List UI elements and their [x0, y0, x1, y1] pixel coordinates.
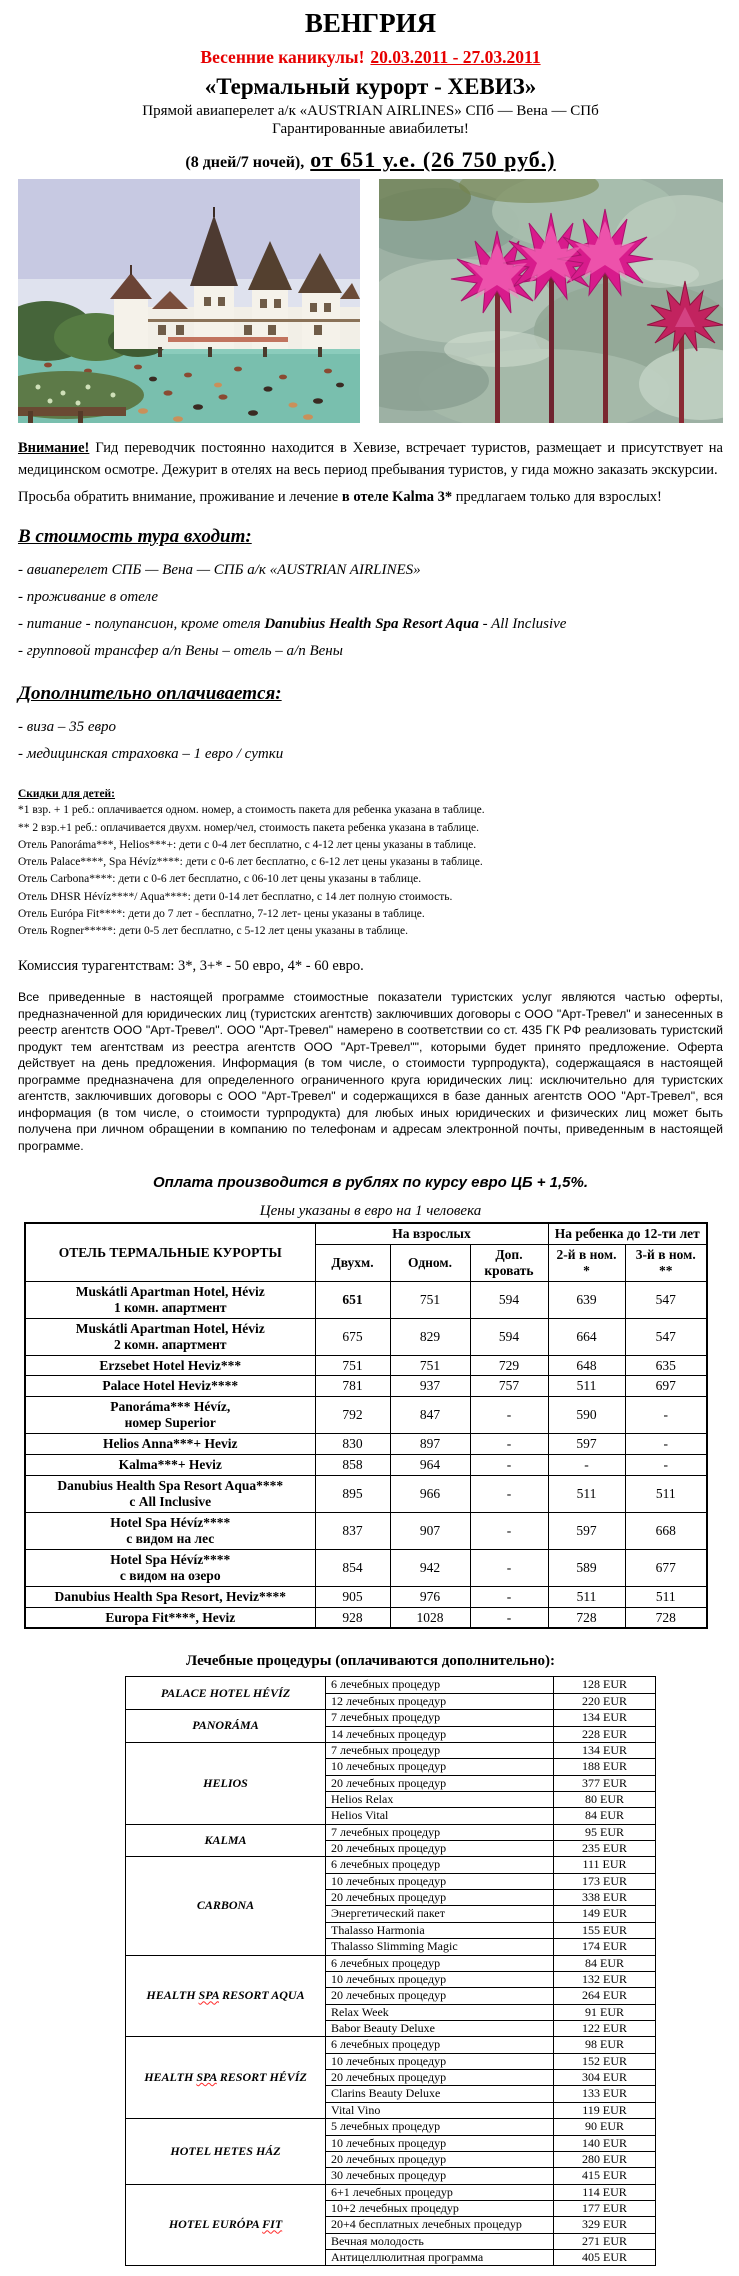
- procedure-price: 132 EUR: [554, 1971, 656, 1987]
- price-cell: 597: [548, 1512, 625, 1549]
- hotel-row: [25, 1318, 707, 1355]
- included-item-hotel: - проживание в отеле: [18, 589, 159, 606]
- discount-line: *1 взр. + 1 реб.: оплачивается одном. номер, а стоимость пакета для ребенка указана в таблице.: [18, 804, 485, 817]
- price-cell: 728: [625, 1607, 707, 1628]
- included-title: В стоимость тура входит:: [18, 526, 252, 548]
- procedure-price: 177 EUR: [554, 2200, 656, 2216]
- price-cell: 594: [470, 1318, 548, 1355]
- price-cell: 590: [548, 1397, 625, 1434]
- price-cell: -: [470, 1397, 548, 1434]
- price-cell: -: [470, 1434, 548, 1455]
- guaranteed-tickets: Гарантированные авиабилеты!: [272, 121, 469, 137]
- procedure-price: 119 EUR: [554, 2102, 656, 2118]
- price-cell: 897: [390, 1434, 470, 1455]
- procedure-price: 304 EUR: [554, 2070, 656, 2086]
- procedure-name: Thalasso Slimming Magic: [326, 1939, 554, 1955]
- discounts-title: Скидки для детей:: [18, 788, 115, 801]
- col-child-3rd: 3-й в ном. **: [625, 1245, 707, 1282]
- adults-group-header: На взрослых: [315, 1223, 548, 1244]
- discount-line: Отель Európa Fit****: дети до 7 лет - бесплатно, 7-12 лет- цены указаны в таблице.: [18, 907, 425, 920]
- procedure-name: 20 лечебных процедур: [326, 2070, 554, 2086]
- hotel-row: [25, 1355, 707, 1376]
- price-cell: -: [625, 1434, 707, 1455]
- price-cell: 668: [625, 1512, 707, 1549]
- price-cell: 594: [470, 1281, 548, 1318]
- hotel-column-header: ОТЕЛЬ ТЕРМАЛЬНЫЕ КУРОРТЫ: [25, 1223, 315, 1281]
- procedure-row: [126, 1955, 656, 1971]
- hotel-row: [25, 1476, 707, 1513]
- price-cell: 937: [390, 1376, 470, 1397]
- price-cell: 829: [390, 1318, 470, 1355]
- discount-line: ** 2 взр.+1 реб.: оплачивается двухм. номер/чел, стоимость пакета ребенка указана в таблице.: [18, 821, 479, 834]
- procedure-name: 10 лечебных процедур: [326, 1971, 554, 1987]
- attention-label: Внимание!: [18, 440, 90, 456]
- procedure-price: 264 EUR: [554, 1988, 656, 2004]
- col-extra-bed: Доп. кровать: [470, 1245, 548, 1282]
- procedure-price: 80 EUR: [554, 1791, 656, 1807]
- children-group-header: На ребенка до 12-ти лет: [548, 1223, 707, 1244]
- heviz-thermal-lake-photo: [18, 179, 360, 423]
- price-cell: 511: [625, 1586, 707, 1607]
- included-item-transfer: - групповой трансфер а/п Вены – отель – а/п Вены: [18, 643, 343, 660]
- hotel-row: [25, 1512, 707, 1549]
- procedures-title: Лечебные процедуры (оплачиваются дополнительно):: [186, 1653, 555, 1670]
- price-cell: 729: [470, 1355, 548, 1376]
- procedure-price: 405 EUR: [554, 2250, 656, 2266]
- procedure-hotel-name: HOTEL HETES HÁZ: [126, 2119, 326, 2184]
- procedure-row: [126, 1742, 656, 1758]
- price-cell: 966: [390, 1476, 470, 1513]
- procedure-name: 10+2 лечебных процедур: [326, 2200, 554, 2216]
- extra-item-insurance: - медицинская страховка – 1 евро / сутки: [18, 746, 284, 763]
- price-cell: -: [548, 1455, 625, 1476]
- price-cell: 589: [548, 1549, 625, 1586]
- procedure-name: 6 лечебных процедур: [326, 2037, 554, 2053]
- price-cell: 697: [625, 1376, 707, 1397]
- photo-strip: [18, 179, 723, 423]
- procedure-name: Thalasso Harmonia: [326, 1922, 554, 1938]
- price-cell: 639: [548, 1281, 625, 1318]
- procedure-price: 152 EUR: [554, 2053, 656, 2069]
- procedure-hotel-name: HEALTH SPA RESORT HÉVÍZ: [126, 2037, 326, 2119]
- price-cell: 511: [548, 1476, 625, 1513]
- country-title: ВЕНГРИЯ: [304, 8, 437, 38]
- price-cell: 751: [390, 1281, 470, 1318]
- procedure-price: 134 EUR: [554, 1710, 656, 1726]
- procedure-row: [126, 1710, 656, 1726]
- kalma-note-post: предлагаем только для взрослых!: [452, 488, 662, 505]
- procedure-price: 220 EUR: [554, 1693, 656, 1709]
- procedure-name: 7 лечебных процедур: [326, 1742, 554, 1758]
- price-table-caption: Цены указаны в евро на 1 человека: [259, 1203, 482, 1220]
- procedure-name: 10 лечебных процедур: [326, 2053, 554, 2069]
- procedure-hotel-name: CARBONA: [126, 1857, 326, 1955]
- procedure-price: 228 EUR: [554, 1726, 656, 1742]
- procedure-price: 329 EUR: [554, 2217, 656, 2233]
- procedure-name: 10 лечебных процедур: [326, 1873, 554, 1889]
- procedure-row: [126, 2119, 656, 2135]
- price-cell: -: [470, 1549, 548, 1586]
- price-cell: 837: [315, 1512, 390, 1549]
- procedure-name: 20 лечебных процедур: [326, 2151, 554, 2167]
- procedure-price: 149 EUR: [554, 1906, 656, 1922]
- procedure-hotel-name: HOTEL EURÓPA FIT: [126, 2184, 326, 2266]
- price-cell: 648: [548, 1355, 625, 1376]
- price-cell: -: [625, 1397, 707, 1434]
- price-cell: 847: [390, 1397, 470, 1434]
- procedure-name: 5 лечебных процедур: [326, 2119, 554, 2135]
- procedure-price: 114 EUR: [554, 2184, 656, 2200]
- procedure-name: Clarins Beauty Deluxe: [326, 2086, 554, 2102]
- procedure-price: 155 EUR: [554, 1922, 656, 1938]
- discount-line: Отель Rogner*****: дети 0-5 лет бесплатно, с 5-12 лет цены указаны в таблице.: [18, 925, 409, 938]
- procedure-name: 20 лечебных процедур: [326, 1890, 554, 1906]
- price-cell: -: [625, 1455, 707, 1476]
- procedure-price: 98 EUR: [554, 2037, 656, 2053]
- procedure-name: 10 лечебных процедур: [326, 2135, 554, 2151]
- col-double: Двухм.: [315, 1245, 390, 1282]
- attention-text: Гид переводчик постоянно находится в Хевизе, встречает туристов, размещает и присутствует на медицинском осмотре. Дежурит в отелях на весь период пребывания туристов, у гида можно заказать экскурсии.: [18, 440, 723, 479]
- price-cell: -: [470, 1476, 548, 1513]
- hotel-name: Panoráma*** Hévíz, номер Superior: [25, 1397, 315, 1434]
- price-cell: 547: [625, 1281, 707, 1318]
- hotel-row: [25, 1376, 707, 1397]
- procedure-row: [126, 2184, 656, 2200]
- procedure-name: 20 лечебных процедур: [326, 1841, 554, 1857]
- hotel-name: Kalma***+ Heviz: [25, 1455, 315, 1476]
- procedure-price: 415 EUR: [554, 2168, 656, 2184]
- kalma-hotel-bold: в отеле Kalma 3*: [341, 488, 453, 505]
- price-cell: 905: [315, 1586, 390, 1607]
- hotel-row: [25, 1434, 707, 1455]
- procedure-price: 122 EUR: [554, 2021, 656, 2037]
- price-cell: 751: [390, 1355, 470, 1376]
- price-cell: 757: [470, 1376, 548, 1397]
- resort-title: «Термальный курорт - ХЕВИЗ»: [204, 74, 537, 99]
- procedure-name: 12 лечебных процедур: [326, 1693, 554, 1709]
- procedure-name: Антицеллюлитная программа: [326, 2250, 554, 2266]
- price-cell: 781: [315, 1376, 390, 1397]
- kalma-note: [18, 486, 723, 508]
- procedure-name: Babor Beauty Deluxe: [326, 2021, 554, 2037]
- legal-paragraph: Все приведенные в настоящей программе стоимостные показатели туристских услуг являются частью оферты, предназначенной для юридических лиц (туристских агентств) заключивших договоры с ООО "Арт-Тревел" и занесенных в реестр агентств ООО "Арт-Тревел". ООО "Арт-Тревел" намерено в соответствии со ст. 435 ГК РФ реализовать туристский продукт тем агентствам из реестра агентств ООО "Арт-Тревел"", которыми будет принято предложение. Оферта действует на день предложения. Информация (в том числе, о стоимости турпродукта), содержащаяся в настоящей программе предназначена для определенного ограниченного круга юридических лиц: исключительно для туристских агентств, заключивших договоры с ООО "Арт-Тревел" и содержащихся в базе данных агентств ООО "Арт-Тревел", вся информация (в том числе, о стоимости турпродукта) для любых иных юридических и физических лиц может быть получена при личном обращении в компанию по телефонам и адресам электронной почты, приведенным в настоящей программе.: [18, 990, 723, 1153]
- price-cell: -: [470, 1607, 548, 1628]
- price-cell: 635: [625, 1355, 707, 1376]
- meals-post: - All Inclusive: [478, 616, 567, 633]
- price-cell: -: [470, 1586, 548, 1607]
- procedure-name: 6+1 лечебных процедур: [326, 2184, 554, 2200]
- discount-line: Отель Carbona****: дети с 0-6 лет бесплатно, с 06-10 лет цены указаны в таблице.: [18, 873, 422, 886]
- procedure-price: 95 EUR: [554, 1824, 656, 1840]
- tour-duration: (8 дней/7 ночей),: [185, 154, 305, 171]
- attention-paragraph: [18, 437, 723, 482]
- price-cell: 895: [315, 1476, 390, 1513]
- tour-dates: 20.03.2011 - 27.03.2011: [370, 47, 541, 67]
- meals-hotel-bold: Danubius Health Spa Resort Aqua: [264, 616, 479, 633]
- hotel-row: [25, 1586, 707, 1607]
- price-cell: 675: [315, 1318, 390, 1355]
- hotel-name: Palace Hotel Heviz****: [25, 1376, 315, 1397]
- price-cell: 1028: [390, 1607, 470, 1628]
- price-cell: 854: [315, 1549, 390, 1586]
- procedure-name: 6 лечебных процедур: [326, 1857, 554, 1873]
- meals-pre: - питание - полупансион, кроме отеля: [18, 616, 265, 633]
- hotel-name: Europa Fit****, Heviz: [25, 1607, 315, 1628]
- col-single: Одном.: [390, 1245, 470, 1282]
- procedure-name: 7 лечебных процедур: [326, 1824, 554, 1840]
- hotel-row: [25, 1397, 707, 1434]
- procedure-row: [126, 1857, 656, 1873]
- price-cell: 651: [315, 1281, 390, 1318]
- promo-text: Весенние каникулы!: [200, 47, 365, 67]
- payment-note: Оплата производится в рублях по курсу евро ЦБ + 1,5%.: [152, 1174, 589, 1192]
- procedure-name: Helios Vital: [326, 1808, 554, 1824]
- tour-price: от 651 у.е. (26 750 руб.): [310, 147, 556, 172]
- price-cell: -: [470, 1512, 548, 1549]
- discount-lines: [18, 802, 723, 940]
- procedure-name: Helios Relax: [326, 1791, 554, 1807]
- procedure-name: 20 лечебных процедур: [326, 1775, 554, 1791]
- procedure-price: 338 EUR: [554, 1890, 656, 1906]
- procedure-row: [126, 2037, 656, 2053]
- promo-line: [18, 47, 723, 68]
- price-cell: 976: [390, 1586, 470, 1607]
- hotel-row: [25, 1455, 707, 1476]
- procedure-price: 173 EUR: [554, 1873, 656, 1889]
- procedure-hotel-name: KALMA: [126, 1824, 326, 1857]
- procedure-price: 188 EUR: [554, 1759, 656, 1775]
- procedure-price: 235 EUR: [554, 1841, 656, 1857]
- price-cell: -: [470, 1455, 548, 1476]
- hotel-name: Muskátli Apartman Hotel, Héviz 1 комн. апартмент: [25, 1281, 315, 1318]
- price-line: [18, 147, 723, 173]
- procedure-price: 91 EUR: [554, 2004, 656, 2020]
- price-cell: 751: [315, 1355, 390, 1376]
- procedure-name: 14 лечебных процедур: [326, 1726, 554, 1742]
- procedure-name: 20 лечебных процедур: [326, 1988, 554, 2004]
- discount-line: Отель DHSR Hévíz****/ Aqua****: дети 0-14 лет бесплатно, с 14 лет полную стоимость.: [18, 890, 453, 903]
- procedure-price: 271 EUR: [554, 2233, 656, 2249]
- hotel-name: Hotel Spa Hévíz**** с видом на озеро: [25, 1549, 315, 1586]
- hotel-name: Helios Anna***+ Heviz: [25, 1434, 315, 1455]
- procedure-name: 7 лечебных процедур: [326, 1710, 554, 1726]
- procedure-hotel-name: PALACE HOTEL HÉVÍZ: [126, 1677, 326, 1710]
- procedure-price: 90 EUR: [554, 2119, 656, 2135]
- hotel-name: Muskátli Apartman Hotel, Héviz 2 комн. апартмент: [25, 1318, 315, 1355]
- procedure-price: 377 EUR: [554, 1775, 656, 1791]
- procedure-name: 20+4 бесплатных лечебных процедур: [326, 2217, 554, 2233]
- price-cell: 511: [548, 1586, 625, 1607]
- price-table-group-header-row: [25, 1223, 707, 1244]
- procedure-name: 30 лечебных процедур: [326, 2168, 554, 2184]
- procedure-price: 174 EUR: [554, 1939, 656, 1955]
- included-item-flight: - авиаперелет СПБ — Вена — СПБ а/к «AUSTRIAN AIRLINES»: [18, 562, 421, 579]
- procedure-row: [126, 1824, 656, 1840]
- procedure-price: 140 EUR: [554, 2135, 656, 2151]
- price-cell: 964: [390, 1455, 470, 1476]
- procedure-price: 280 EUR: [554, 2151, 656, 2167]
- procedure-hotel-name: HEALTH SPA RESORT AQUA: [126, 1955, 326, 2037]
- procedure-name: 6 лечебных процедур: [326, 1677, 554, 1693]
- procedure-name: Relax Week: [326, 2004, 554, 2020]
- discount-line: Отель Palace****, Spa Hévíz****: дети с 0-6 лет бесплатно, с 6-12 лет цены указаны в таблице.: [18, 856, 483, 869]
- procedure-name: Vital Vino: [326, 2102, 554, 2118]
- procedure-name: 10 лечебных процедур: [326, 1759, 554, 1775]
- price-cell: 858: [315, 1455, 390, 1476]
- procedure-price: 134 EUR: [554, 1742, 656, 1758]
- hotel-name: Hotel Spa Hévíz**** с видом на лес: [25, 1512, 315, 1549]
- hotel-row: [25, 1607, 707, 1628]
- col-child-2nd: 2-й в ном. *: [548, 1245, 625, 1282]
- commission-note: Комиссия турагентствам: 3*, 3+* - 50 евро, 4* - 60 евро.: [18, 958, 364, 975]
- procedure-name: Вечная молодость: [326, 2233, 554, 2249]
- price-cell: 907: [390, 1512, 470, 1549]
- price-cell: 928: [315, 1607, 390, 1628]
- procedure-row: [126, 1677, 656, 1693]
- procedures-table: [125, 1676, 656, 2266]
- discount-line: Отель Panoráma***, Helios***+: дети с 0-4 лет бесплатно, с 4-12 лет цены указаны в таблице.: [18, 838, 477, 851]
- procedure-price: 84 EUR: [554, 1808, 656, 1824]
- pink-water-lilies-photo: [379, 179, 723, 423]
- hotel-row: [25, 1549, 707, 1586]
- procedure-name: Энергетический пакет: [326, 1906, 554, 1922]
- hotel-name: Danubius Health Spa Resort, Heviz****: [25, 1586, 315, 1607]
- hotel-price-table: [24, 1222, 708, 1629]
- hotel-row: [25, 1281, 707, 1318]
- procedure-price: 133 EUR: [554, 2086, 656, 2102]
- price-cell: 792: [315, 1397, 390, 1434]
- procedure-price: 128 EUR: [554, 1677, 656, 1693]
- price-cell: 664: [548, 1318, 625, 1355]
- procedure-price: 111 EUR: [554, 1857, 656, 1873]
- procedure-price: 84 EUR: [554, 1955, 656, 1971]
- procedure-hotel-name: PANORÁMA: [126, 1710, 326, 1743]
- flight-info: Прямой авиаперелет а/к «AUSTRIAN AIRLINES» СПб — Вена — СПб: [142, 103, 599, 119]
- price-cell: 511: [548, 1376, 625, 1397]
- hotel-name: Erzsebet Hotel Heviz***: [25, 1355, 315, 1376]
- extra-title: Дополнительно оплачивается:: [18, 683, 282, 705]
- included-item-meals: [18, 611, 723, 638]
- price-cell: 942: [390, 1549, 470, 1586]
- price-cell: 597: [548, 1434, 625, 1455]
- price-cell: 677: [625, 1549, 707, 1586]
- hotel-name: Danubius Health Spa Resort Aqua**** с All Inclusive: [25, 1476, 315, 1513]
- price-cell: 728: [548, 1607, 625, 1628]
- price-cell: 830: [315, 1434, 390, 1455]
- extra-item-visa: - виза – 35 евро: [18, 719, 117, 736]
- kalma-note-pre: Просьба обратить внимание, проживание и лечение: [18, 488, 342, 505]
- price-cell: 511: [625, 1476, 707, 1513]
- procedure-hotel-name: HELIOS: [126, 1742, 326, 1824]
- price-cell: 547: [625, 1318, 707, 1355]
- procedure-name: 6 лечебных процедур: [326, 1955, 554, 1971]
